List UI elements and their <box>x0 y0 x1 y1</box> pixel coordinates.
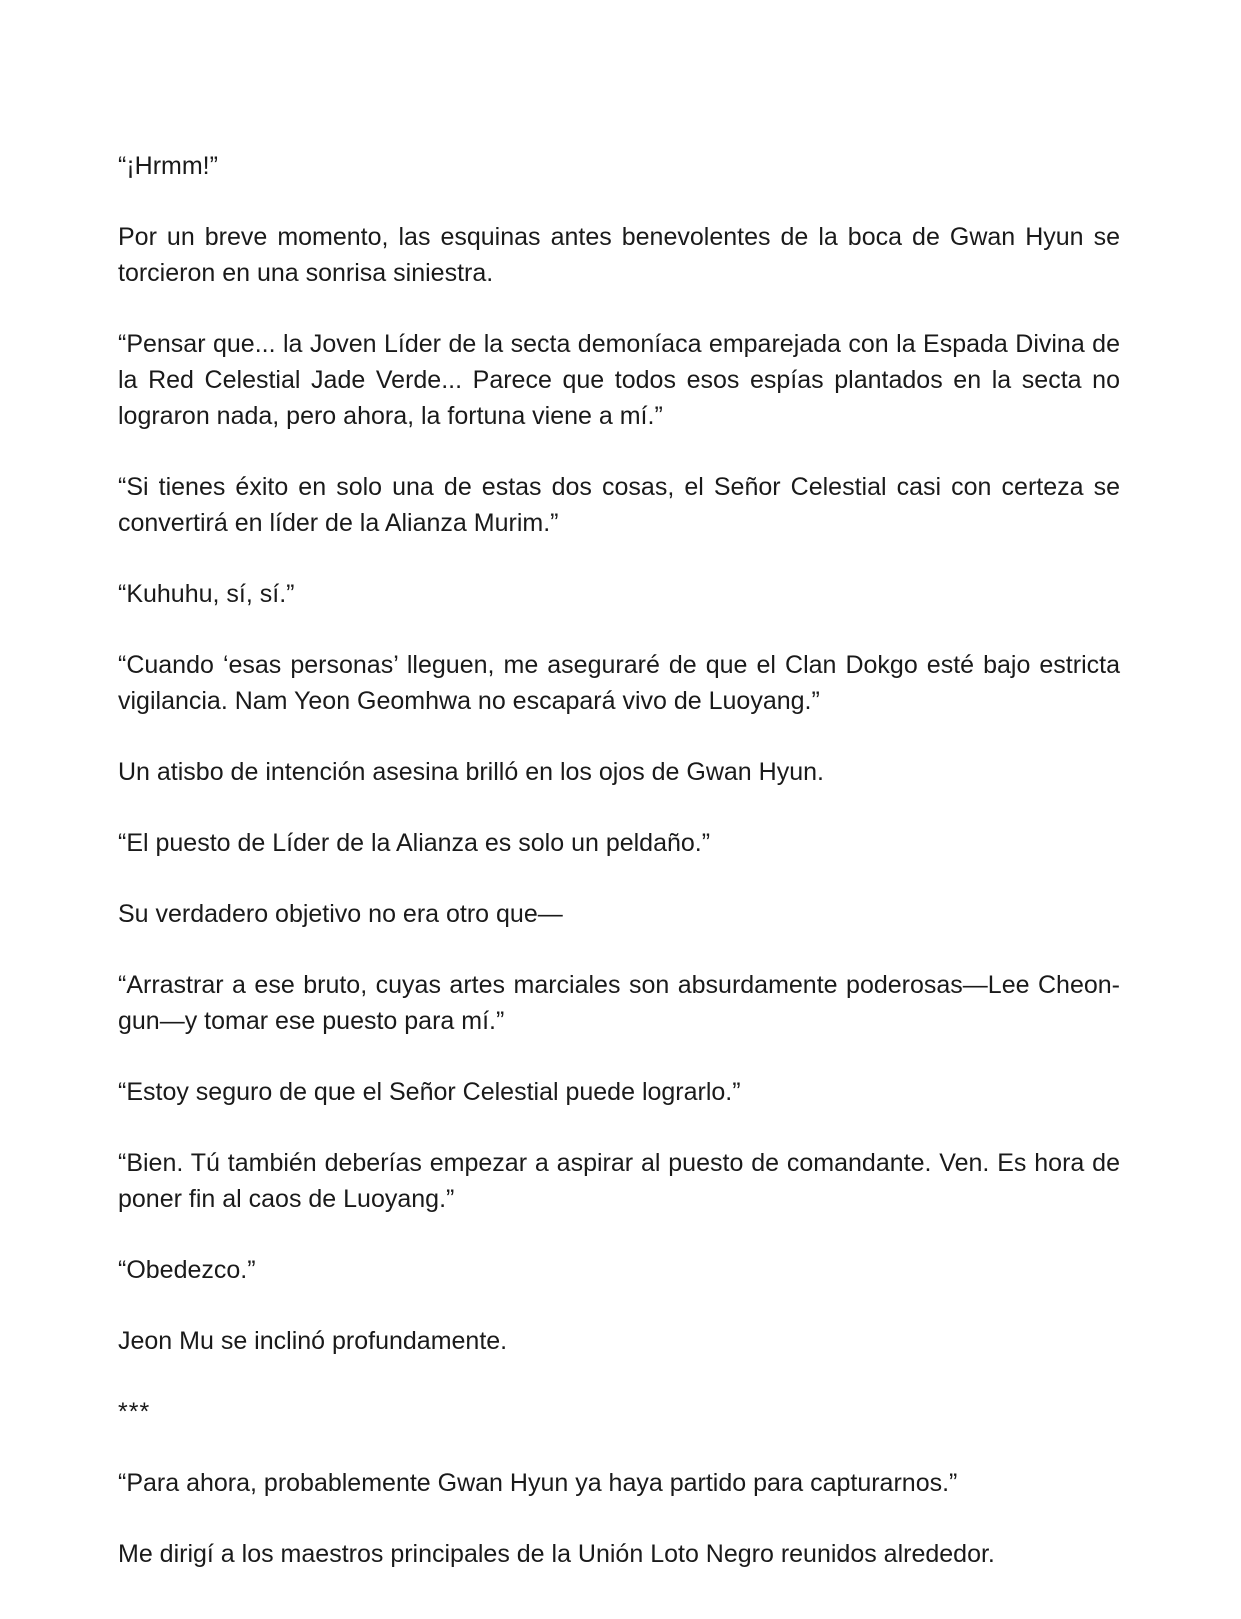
paragraph: “Para ahora, probablemente Gwan Hyun ya haya partido para capturarnos.” <box>118 1469 958 1497</box>
paragraph: “Cuando ‘esas personas’ lleguen, me aseguraré de que el Clan Dokgo esté bajo estricta vigilancia. Nam Yeon Geomhwa no escapará vivo de Luoyang.” <box>118 651 1120 715</box>
paragraph: Jeon Mu se inclinó profundamente. <box>118 1327 508 1355</box>
paragraph: “Si tienes éxito en solo una de estas dos cosas, el Señor Celestial casi con certeza se convertirá en líder de la Alianza Murim.” <box>118 473 1120 537</box>
scene-separator: *** <box>118 1398 151 1426</box>
paragraph: Me dirigí a los maestros principales de la Unión Loto Negro reunidos alrededor. <box>118 1540 995 1568</box>
paragraph: “Bien. Tú también deberías empezar a aspirar al puesto de comandante. Ven. Es hora de poner fin al caos de Luoyang.” <box>118 1149 1120 1213</box>
paragraph: “Arrastrar a ese bruto, cuyas artes marciales son absurdamente poderosas—Lee Cheon-gun—y tomar ese puesto para mí.” <box>118 971 1120 1035</box>
paragraph: “El puesto de Líder de la Alianza es solo un peldaño.” <box>118 829 711 857</box>
paragraph: “Pensar que... la Joven Líder de la secta demoníaca emparejada con la Espada Divina de la Red Celestial Jade Verde... Parece que todos esos espías plantados en la secta no lograron nada, pero ahora, la fortuna viene a mí.” <box>118 330 1120 430</box>
paragraph: Un atisbo de intención asesina brilló en los ojos de Gwan Hyun. <box>118 758 824 786</box>
paragraph: Su verdadero objetivo no era otro que— <box>118 900 563 928</box>
paragraph: “¡Hrmm!” <box>118 152 218 180</box>
document-page <box>118 148 1120 1607</box>
paragraph: “Estoy seguro de que el Señor Celestial puede lograrlo.” <box>118 1078 741 1106</box>
paragraph: Por un breve momento, las esquinas antes benevolentes de la boca de Gwan Hyun se torcieron en una sonrisa siniestra. <box>118 223 1120 287</box>
paragraph: “Obedezco.” <box>118 1256 256 1284</box>
paragraph: “Kuhuhu, sí, sí.” <box>118 580 295 608</box>
